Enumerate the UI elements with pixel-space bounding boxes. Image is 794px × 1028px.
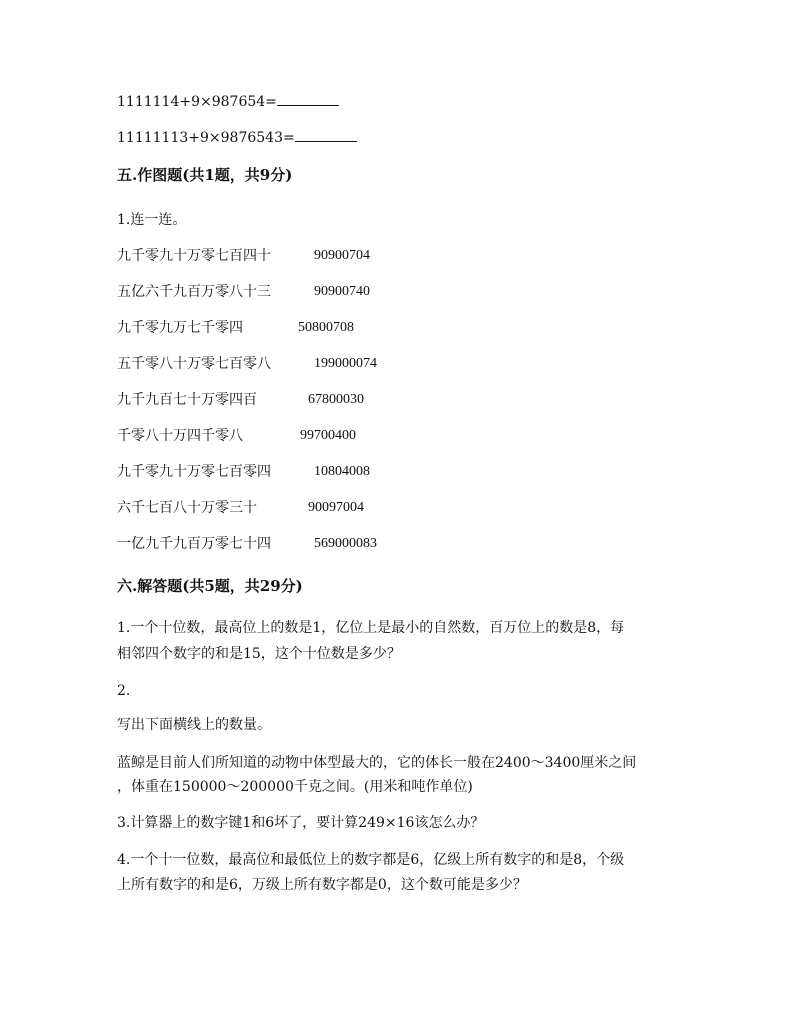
equation-1-text: 1111114+9×987654= xyxy=(117,94,277,110)
section-6-question-3: 3.计算器上的数字键1和6坏了，要计算249×16该怎么办？ xyxy=(117,815,485,831)
match-right-item: 90900740 xyxy=(314,284,370,299)
match-left-item: 六千七百八十万零三十 xyxy=(117,500,257,516)
match-left-item: 五千零八十万零七百零八 xyxy=(117,356,271,372)
section-6-question-2-line-2: ，体重在150000～200000千克之间。(用米和吨作单位) xyxy=(117,779,473,795)
match-right-item: 90097004 xyxy=(308,500,364,515)
match-right-item: 10804008 xyxy=(314,464,370,479)
section-6-question-4-line-1: 4.一个十一位数，最高位和最低位上的数字都是6，亿级上所有数字的和是8，个级 xyxy=(117,852,625,868)
section-6-question-4-line-2: 上所有数字的和是6，万级上所有数字都是0，这个数可能是多少？ xyxy=(117,877,527,893)
equation-2-text: 11111113+9×9876543= xyxy=(117,130,295,146)
section-5-question-1: 1.连一连。 xyxy=(117,212,187,228)
match-left-item: 五亿六千九百万零八十三 xyxy=(117,284,271,300)
match-left-item: 千零八十万四千零八 xyxy=(117,428,243,444)
match-right-item: 99700400 xyxy=(300,428,356,443)
answer-blank[interactable] xyxy=(295,129,357,142)
match-left-item: 九千零九十万零七百四十 xyxy=(117,248,271,264)
section-6-question-2-line-1: 蓝鲸是目前人们所知道的动物中体型最大的，它的体长一般在2400～3400厘米之间 xyxy=(117,755,637,771)
section-6-question-2-instruction: 写出下面横线上的数量。 xyxy=(117,717,271,733)
match-left-item: 一亿九千九百万零七十四 xyxy=(117,536,271,552)
section-5-heading: 五.作图题(共1题，共9分) xyxy=(117,166,293,184)
answer-blank[interactable] xyxy=(277,93,339,106)
section-6-heading: 六.解答题(共5题，共29分) xyxy=(117,577,303,595)
equation-2 xyxy=(117,129,357,147)
section-6-question-2-number: 2. xyxy=(117,683,131,699)
match-right-item: 50800708 xyxy=(298,320,354,335)
match-right-item: 569000083 xyxy=(314,536,377,551)
match-left-item: 九千零九十万零七百零四 xyxy=(117,464,271,480)
match-left-item: 九千零九万七千零四 xyxy=(117,320,243,336)
section-6-question-1-line-1: 1.一个十位数，最高位上的数是1，亿位上是最小的自然数，百万位上的数是8，每 xyxy=(117,620,625,636)
match-right-item: 199000074 xyxy=(314,356,377,371)
match-right-item: 90900704 xyxy=(314,248,370,263)
section-6-question-1-line-2: 相邻四个数字的和是15，这个十位数是多少？ xyxy=(117,646,401,662)
equation-1 xyxy=(117,93,339,111)
match-left-item: 九千九百七十万零四百 xyxy=(117,392,257,408)
match-right-item: 67800030 xyxy=(308,392,364,407)
